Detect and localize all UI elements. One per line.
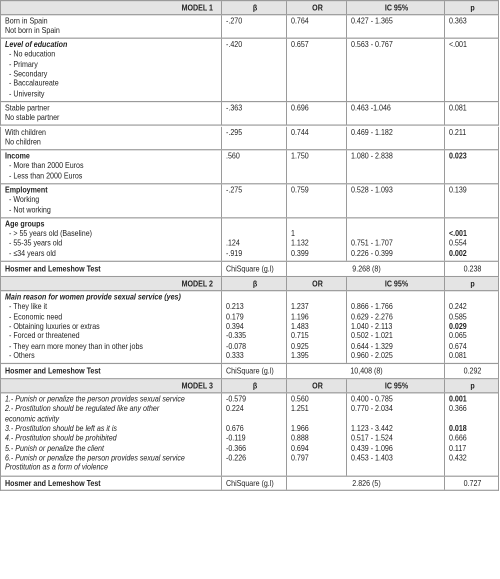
- label-line: - Less than 2000 Euros: [9, 171, 83, 181]
- value-line: 0.333: [226, 350, 244, 361]
- p-value: [444, 39, 498, 101]
- hosmer-lemeshow-row: [0, 364, 499, 379]
- value-line: -0.335: [226, 331, 247, 341]
- value-line: [449, 113, 496, 123]
- value-line: [291, 161, 344, 171]
- value-line: [351, 219, 442, 229]
- value-line: 0.644 - 1.329: [351, 341, 393, 351]
- label-line: Prostitution as a form of violence: [5, 463, 108, 473]
- value-line: [351, 26, 442, 36]
- value-line: 0.744: [291, 127, 309, 137]
- value-line: 0.502 - 1.021: [351, 331, 393, 341]
- statistic-label: ChiSquare (g.l): [221, 364, 286, 378]
- value-line: <.001: [449, 40, 467, 50]
- p-value: [444, 150, 498, 183]
- value-line: [291, 60, 344, 70]
- p-value: [444, 218, 498, 260]
- value-line: 0.224: [226, 404, 244, 414]
- value-line: 0.469 - 1.182: [351, 127, 393, 137]
- value-line: [351, 69, 442, 79]
- value-line: [449, 79, 496, 89]
- p-value: [444, 15, 498, 38]
- variable-block: [0, 150, 499, 184]
- value-line: 0.363: [449, 15, 467, 26]
- value-line: 1.483: [291, 321, 309, 332]
- value-line: [351, 195, 442, 205]
- ci-header: IC 95%: [346, 379, 444, 393]
- statistic-label: ChiSquare (g.l): [221, 476, 286, 490]
- value-line: 1.237: [291, 302, 309, 312]
- value-line: [226, 60, 284, 70]
- value-line: [351, 205, 442, 215]
- value-line: [351, 79, 442, 89]
- variable-block: [0, 218, 499, 262]
- value-line: 1.966: [291, 424, 309, 434]
- value-line: [291, 414, 344, 424]
- ci-value: [346, 102, 444, 125]
- ci-value: [346, 291, 444, 363]
- value-line: [351, 293, 442, 303]
- value-line: [449, 219, 496, 229]
- value-line: 0.694: [291, 443, 309, 453]
- variable-label: [1, 394, 221, 475]
- value-line: 0.560: [291, 394, 309, 405]
- beta-value: [221, 102, 286, 125]
- ci-value: [346, 218, 444, 260]
- value-line: 0.715: [291, 331, 309, 341]
- value-line: 0.866 - 1.766: [351, 302, 393, 312]
- value-line: 0.242: [449, 302, 467, 312]
- value-line: .560: [226, 151, 240, 161]
- value-line: -0.119: [226, 433, 246, 444]
- or-value: [286, 102, 346, 125]
- ci-value: [346, 126, 444, 149]
- label-line: 2.- Prostitution should be regulated like any other: [5, 404, 160, 414]
- value-line: [226, 137, 284, 147]
- beta-value: [221, 394, 286, 475]
- value-line: [449, 195, 496, 205]
- beta-header: β: [221, 1, 286, 13]
- label-line: - Obtaining luxuries or extras: [9, 321, 100, 332]
- value-line: 0.081: [449, 103, 467, 113]
- value-line: 0.400 - 0.785: [351, 394, 393, 405]
- or-value: [286, 218, 346, 260]
- label-line: Income: [5, 151, 30, 161]
- or-header: OR: [286, 1, 346, 13]
- p-value: [444, 184, 498, 217]
- label-line: - Others: [9, 350, 35, 361]
- value-line: [291, 89, 344, 99]
- p-header: p: [444, 379, 498, 393]
- value-line: [449, 171, 496, 181]
- value-line: -.363: [226, 103, 243, 113]
- value-line: [291, 79, 344, 89]
- value-line: [291, 113, 344, 123]
- label-line: Born in Spain: [5, 15, 48, 26]
- variable-block: [0, 184, 499, 218]
- ci-value: [346, 184, 444, 217]
- value-line: .124: [226, 238, 240, 249]
- model-title: MODEL 2: [181, 279, 213, 289]
- value-line: [351, 229, 442, 239]
- value-line: -.295: [226, 127, 243, 137]
- p-header: p: [444, 1, 498, 13]
- variable-label: [1, 15, 221, 38]
- ci-header: IC 95%: [346, 277, 444, 291]
- value-line: 0.439 - 1.096: [351, 443, 393, 453]
- value-line: [449, 26, 496, 36]
- test-label: Hosmer and Lemeshow Test: [5, 264, 101, 274]
- value-line: [291, 137, 344, 147]
- label-line: Level of education: [5, 40, 68, 50]
- label-line: Employment: [5, 185, 48, 195]
- label-line: - Economic need: [9, 312, 63, 322]
- value-line: 0.213: [226, 302, 244, 312]
- variable-block: [0, 39, 499, 102]
- value-line: 0.554: [449, 238, 467, 249]
- value-line: 0.211: [449, 127, 467, 137]
- label-line: - Forced or threatened: [9, 331, 80, 341]
- p-value: [444, 126, 498, 149]
- label-line: - 55-35 years old: [9, 238, 63, 249]
- value-line: [291, 171, 344, 181]
- variable-block: [0, 291, 499, 364]
- value-line: [449, 137, 496, 147]
- value-line: 1.251: [291, 404, 309, 414]
- value-line: 0.629 - 2.276: [351, 312, 393, 322]
- value-line: 0.432: [449, 453, 467, 463]
- value-line: 0.666: [449, 433, 467, 444]
- or-value: [286, 15, 346, 38]
- beta-value: [221, 218, 286, 260]
- value-line: 0.888: [291, 433, 309, 444]
- value-line: 0.002: [449, 248, 467, 259]
- label-line: With children: [5, 127, 47, 137]
- value-line: [226, 463, 284, 473]
- or-header: OR: [286, 379, 346, 393]
- label-line: Main reason for women provide sexual service (yes): [5, 292, 181, 302]
- label-line: - Secondary: [9, 69, 48, 79]
- value-line: [351, 161, 442, 171]
- model-header-row: [0, 277, 499, 292]
- p-value: [444, 291, 498, 363]
- ci-value: [346, 39, 444, 101]
- value-line: [351, 89, 442, 99]
- beta-value: [221, 150, 286, 183]
- value-line: [449, 414, 496, 424]
- value-line: [226, 293, 284, 303]
- test-label: Hosmer and Lemeshow Test: [5, 478, 101, 489]
- value-line: [449, 69, 496, 79]
- hosmer-lemeshow-row: [0, 262, 499, 277]
- value-line: [351, 171, 442, 181]
- value-line: 0.528 - 1.093: [351, 185, 393, 195]
- value-line: [351, 113, 442, 123]
- value-line: 1.040 - 2.113: [351, 321, 393, 332]
- value-line: 0.759: [291, 185, 309, 195]
- or-value: [286, 126, 346, 149]
- label-line: Age groups: [5, 219, 45, 229]
- variable-label: [1, 102, 221, 125]
- value-line: [351, 414, 442, 424]
- value-line: [449, 50, 496, 60]
- ci-value: [346, 15, 444, 38]
- value-line: 0.023: [449, 151, 467, 161]
- value-line: [226, 79, 284, 89]
- test-label: Hosmer and Lemeshow Test: [5, 366, 101, 377]
- value-line: 0.751 - 1.707: [351, 238, 393, 249]
- value-line: [291, 219, 344, 229]
- value-line: [291, 195, 344, 205]
- value-line: -.420: [226, 40, 243, 50]
- hosmer-lemeshow-row: [0, 476, 499, 491]
- model-header-row: [0, 0, 499, 15]
- beta-header: β: [221, 277, 286, 291]
- ci-value: [346, 394, 444, 475]
- beta-value: [221, 184, 286, 217]
- variable-label: [1, 218, 221, 260]
- value-line: 0.001: [449, 394, 467, 405]
- value-line: 0.517 - 1.524: [351, 433, 393, 444]
- value-line: [291, 26, 344, 36]
- value-line: [351, 137, 442, 147]
- value-line: [291, 205, 344, 215]
- statistic-value: 2.826 (5): [286, 476, 444, 490]
- value-line: 1.132: [291, 238, 309, 249]
- variable-label: [1, 184, 221, 217]
- value-line: 1.395: [291, 350, 309, 361]
- statistic-value: 10,408 (8): [286, 364, 444, 378]
- value-line: [226, 229, 284, 239]
- label-line: 6.- Punish or penalize the person provides sexual service: [5, 453, 185, 463]
- label-line: 5.- Punish or penalize the client: [5, 443, 104, 453]
- value-line: 0.797: [291, 453, 309, 463]
- value-line: 0.453 - 1.403: [351, 453, 393, 463]
- test-p-value: 0.238: [444, 262, 498, 276]
- label-line: 3.- Prostitution should be left as it is: [5, 424, 117, 434]
- variable-label: [1, 39, 221, 101]
- value-line: [449, 60, 496, 70]
- value-line: 0.585: [449, 312, 467, 322]
- value-line: [226, 195, 284, 205]
- value-line: 0.696: [291, 103, 309, 113]
- model-title: MODEL 1: [181, 3, 213, 13]
- test-p-value: 0.727: [444, 476, 498, 490]
- value-line: [226, 89, 284, 99]
- value-line: 0.018: [449, 424, 467, 434]
- label-line: economic activity: [5, 414, 60, 424]
- label-line: Not born in Spain: [5, 25, 60, 35]
- variable-block: [0, 394, 499, 477]
- statistic-value: 9.268 (8): [286, 262, 444, 276]
- value-line: [226, 171, 284, 181]
- p-header: p: [444, 277, 498, 291]
- value-line: <.001: [449, 229, 467, 239]
- value-line: [449, 293, 496, 303]
- variable-label: [1, 126, 221, 149]
- value-line: [226, 69, 284, 79]
- value-line: 0.394: [226, 321, 244, 332]
- value-line: [226, 414, 284, 424]
- value-line: [226, 205, 284, 215]
- value-line: 0.029: [449, 321, 467, 332]
- value-line: -0.366: [226, 443, 247, 453]
- value-line: 0.674: [449, 341, 467, 351]
- label-line: - ≤34 years old: [9, 248, 56, 259]
- value-line: 0.179: [226, 312, 244, 322]
- value-line: [226, 219, 284, 229]
- value-line: [449, 161, 496, 171]
- value-line: 0.139: [449, 185, 467, 195]
- label-line: - > 55 years old (Baseline): [9, 229, 92, 239]
- label-line: - Primary: [9, 59, 38, 69]
- label-line: - Baccalaureate: [9, 79, 59, 89]
- value-line: 0.960 - 2.025: [351, 350, 393, 361]
- beta-value: [221, 291, 286, 363]
- p-value: [444, 102, 498, 125]
- beta-header: β: [221, 379, 286, 393]
- label-line: - No education: [9, 49, 56, 60]
- statistic-label: ChiSquare (g.l): [221, 262, 286, 276]
- value-line: [351, 60, 442, 70]
- value-line: [226, 161, 284, 171]
- or-value: [286, 150, 346, 183]
- value-line: [226, 26, 284, 36]
- value-line: 0.065: [449, 331, 467, 341]
- ci-value: [346, 150, 444, 183]
- label-line: No stable partner: [5, 112, 60, 123]
- variable-block: [0, 126, 499, 150]
- value-line: 1.123 - 3.442: [351, 424, 393, 434]
- value-line: 0.117: [449, 443, 467, 453]
- value-line: 1.196: [291, 312, 309, 322]
- value-line: -.919: [226, 248, 243, 259]
- value-line: 0.657: [291, 40, 309, 50]
- value-line: [449, 205, 496, 215]
- value-line: [291, 463, 344, 473]
- label-line: - Not working: [9, 205, 51, 215]
- value-line: [449, 89, 496, 99]
- label-line: - Working: [9, 195, 40, 205]
- beta-value: [221, 15, 286, 38]
- value-line: -0.579: [226, 394, 247, 405]
- variable-block: [0, 15, 499, 39]
- value-line: 0.427 - 1.365: [351, 15, 393, 26]
- value-line: 0.676: [226, 424, 244, 434]
- beta-value: [221, 39, 286, 101]
- label-line: 4.- Prostitution should be prohibited: [5, 433, 117, 444]
- value-line: 0.226 - 0.399: [351, 248, 393, 259]
- ci-header: IC 95%: [346, 1, 444, 13]
- value-line: [351, 463, 442, 473]
- label-line: Stable partner: [5, 103, 50, 113]
- value-line: -.275: [226, 185, 243, 195]
- value-line: 0.463 -1.046: [351, 103, 391, 113]
- or-value: [286, 184, 346, 217]
- variable-block: [0, 102, 499, 126]
- value-line: 0.764: [291, 15, 309, 26]
- value-line: [449, 463, 496, 473]
- value-line: [226, 50, 284, 60]
- label-line: 1.- Punish or penalize the person provides sexual service: [5, 394, 185, 405]
- label-line: - They earn more money than in other jobs: [9, 341, 143, 351]
- value-line: -0.078: [226, 341, 247, 351]
- value-line: 1.080 - 2.838: [351, 151, 393, 161]
- or-value: [286, 39, 346, 101]
- value-line: [291, 69, 344, 79]
- variable-label: [1, 150, 221, 183]
- value-line: -.270: [226, 15, 243, 26]
- label-line: - University: [9, 88, 45, 99]
- value-line: 0.366: [449, 404, 467, 414]
- label-line: - More than 2000 Euros: [9, 161, 84, 171]
- or-value: [286, 394, 346, 475]
- variable-label: [1, 291, 221, 363]
- value-line: 1.750: [291, 151, 309, 161]
- model-header-row: [0, 379, 499, 394]
- label-line: - They like it: [9, 302, 48, 312]
- model-title: MODEL 3: [181, 381, 213, 391]
- label-line: No children: [5, 137, 41, 147]
- value-line: 0.770 - 2.034: [351, 404, 393, 414]
- value-line: [291, 293, 344, 303]
- value-line: [226, 113, 284, 123]
- value-line: [291, 50, 344, 60]
- value-line: 0.563 - 0.767: [351, 40, 393, 50]
- or-value: [286, 291, 346, 363]
- value-line: 1: [291, 229, 295, 239]
- value-line: 0.399: [291, 248, 309, 259]
- value-line: [351, 50, 442, 60]
- p-value: [444, 394, 498, 475]
- or-header: OR: [286, 277, 346, 291]
- value-line: 0.925: [291, 341, 309, 351]
- value-line: 0.081: [449, 350, 467, 361]
- test-p-value: 0.292: [444, 364, 498, 378]
- value-line: -0.226: [226, 453, 247, 463]
- beta-value: [221, 126, 286, 149]
